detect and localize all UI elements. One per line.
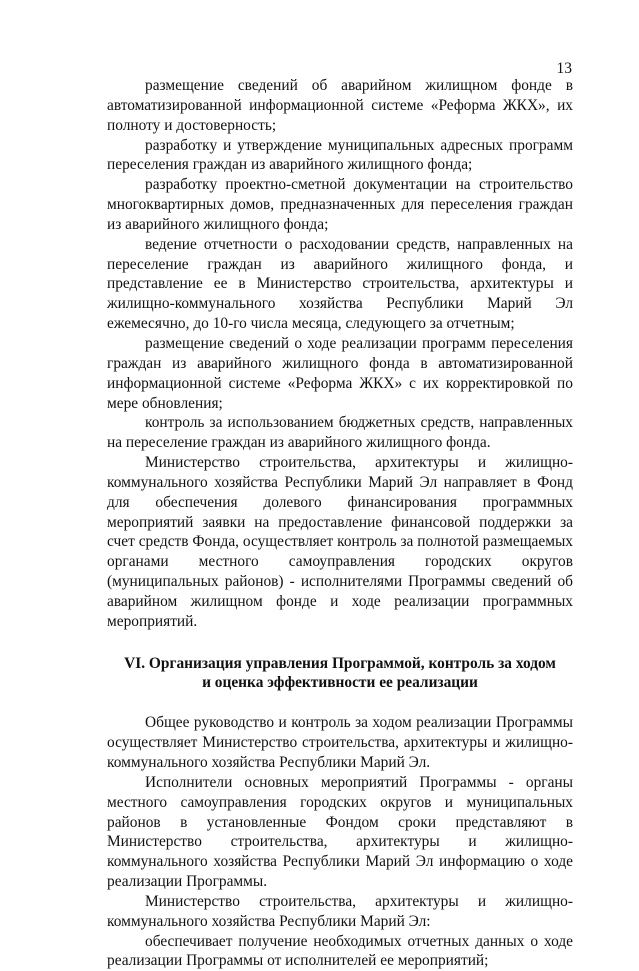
paragraph-ministry-intro: Министерство строительства, архитектуры и жилищно-коммунального хозяйства Республики Марий Эл: bbox=[107, 892, 573, 930]
paragraph-general-management: Общее руководство и контроль за ходом реализации Программы осуществляет Министерство строительства, архитектуры и жилищно-коммунального хозяйства Республики Марий Эл. bbox=[107, 714, 573, 771]
document-body bbox=[107, 76, 573, 971]
paragraph-municipal-programs: разработку и утверждение муниципальных адресных программ переселения граждан из аварийного жилищного фонда; bbox=[107, 136, 573, 174]
paragraph-aiscontent: размещение сведений об аварийном жилищном фонде в автоматизированной информационной системе «Реформа ЖКХ», их полноту и достоверность; bbox=[107, 77, 573, 134]
paragraph-design-documentation: разработку проектно-сметной документации на строительство многоквартирных домов, предназначенных для переселения граждан из аварийного жилищного фонда; bbox=[107, 176, 573, 233]
section-heading bbox=[107, 654, 573, 694]
paragraph-expense-reporting: ведение отчетности о расходовании средств, направленных на переселение граждан из аварийного жилищного фонда, и представление ее в Министерство строительства, архитектуры и жилищно-коммунального хозяйства Республики Марий Эл ежемесячно, до 10-го числа месяца, следующего за отчетным; bbox=[107, 235, 573, 333]
section-heading-line2: и оценка эффективности ее реализации bbox=[202, 674, 478, 692]
paragraph-ministry-applications: Министерство строительства, архитектуры и жилищно-коммунального хозяйства Республики Марий Эл направляет в Фонд для обеспечения долевого финансирования программных мероприятий заявки на предоставление финансовой поддержки за счет средств Фонда, осуществляет контроль за полнотой размещаемых органами местного самоуправления городских округов (муниципальных районов) - исполнителями Программы сведений об аварийном жилищном фонде и ходе реализации программных мероприятий. bbox=[107, 454, 573, 630]
page-number: 13 bbox=[556, 60, 572, 77]
paragraph-budget-control: контроль за использованием бюджетных средств, направленных на переселение граждан из аварийного жилищного фонда. bbox=[107, 414, 573, 452]
paragraph-executors-report: Исполнители основных мероприятий Программы - органы местного самоуправления городских округов и муниципальных районов в установленные Фондом сроки представляют в Министерство строительства, архитектуры и жилищно-коммунального хозяйства Республики Марий Эл информацию о ходе реализации Программы. bbox=[107, 773, 573, 891]
section-heading-line1: VI. Организация управления Программой, контроль за ходом bbox=[124, 654, 556, 672]
paragraph-progress-info: размещение сведений о ходе реализации программ переселения граждан из аварийного жилищного фонда в автоматизированной информационной системе «Реформа ЖКХ» с их корректировкой по мере обновления; bbox=[107, 334, 573, 412]
paragraph-obtaining-reports: обеспечивает получение необходимых отчетных данных о ходе реализации Программы от исполнителей ее мероприятий; bbox=[107, 932, 573, 970]
